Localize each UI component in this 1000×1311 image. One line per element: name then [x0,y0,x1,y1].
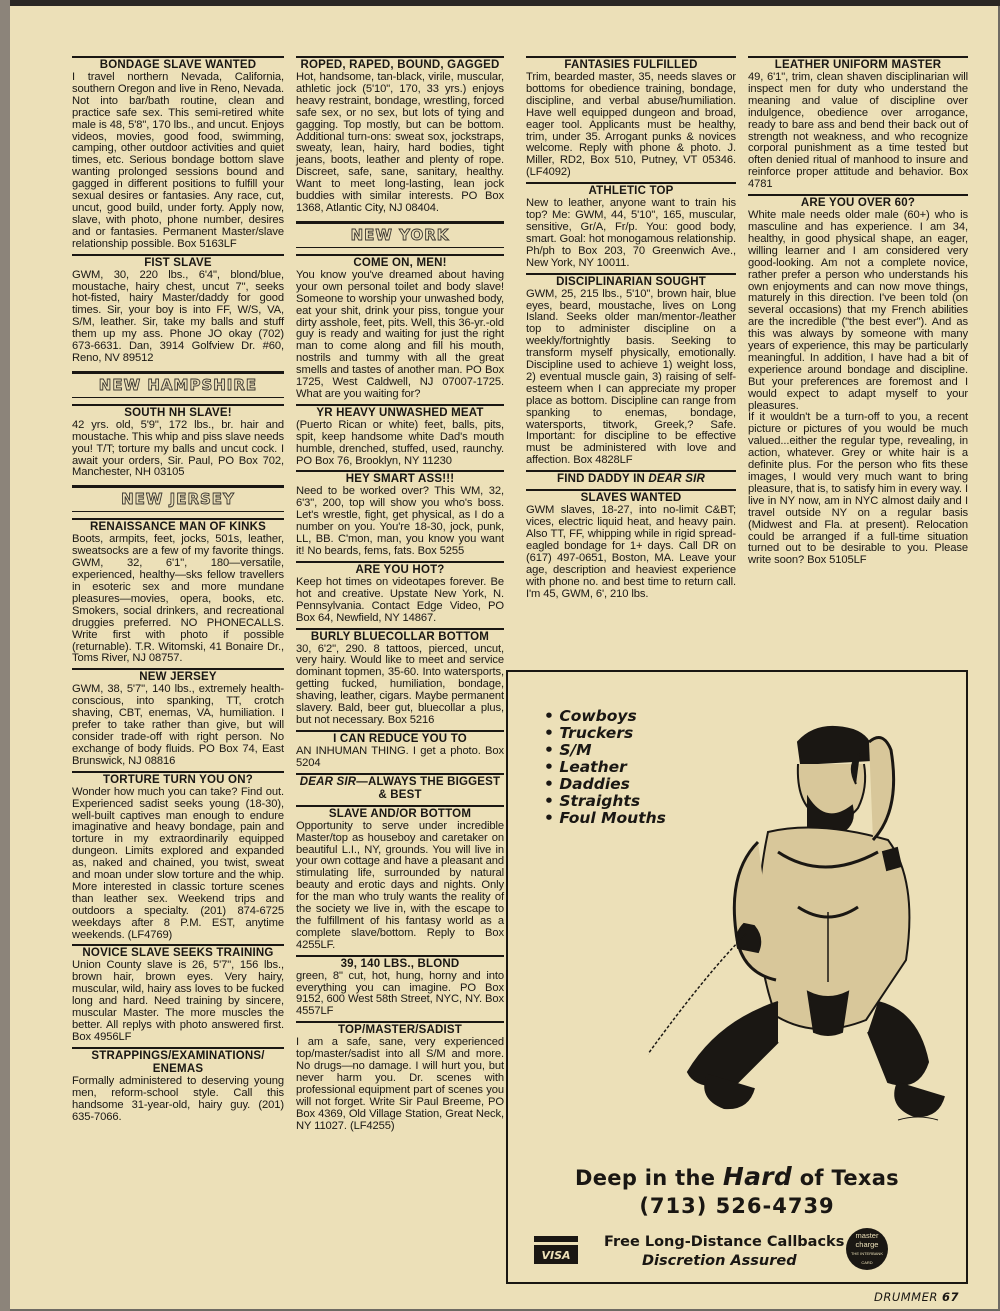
classified-ad [72,404,284,480]
ad-divider [526,182,736,184]
ad-body: green, 8" cut, hot, hung, horny and into everything you can imagine. PO Box 9152, 600 West 58th Street, NYC, NY. Box 4557LF [296,969,504,1018]
classified-ad [72,56,284,251]
promo-list-item: • Cowboys [544,708,666,725]
ad-divider [72,1047,284,1049]
ad-divider [296,773,504,775]
leatherman-illustration-image [648,702,968,1132]
ad-body: GWM, 30, 220 lbs., 6'4", blond/blue, moustache, hairy chest, uncut 7", seeks hot-fisted, hairy Master/daddy for good times. Sir, your boy is into FF, W/S, VA, S/M, leather. Sir, take my balls and stuff them up my ass. Phone JO okay (702) 673-6631. Dan, 3914 Golfview Dr. #60, Reno, NV 89512 [72,268,284,364]
classified-ad [72,254,284,365]
promo-headline: Deep in the Hard of Texas [575,1162,899,1191]
classified-ad [72,944,284,1043]
ad-divider [296,628,504,630]
ad-divider [526,56,736,58]
promo-list-item: • Leather [544,759,666,776]
ad-title: 39, 140 LBS., BLOND [340,957,460,970]
ad-divider [72,254,284,256]
ad-body: AN INHUMAN THING. I get a photo. Box 5204 [296,744,504,769]
ad-body: I am a safe, sane, very experienced top/master/sadist into all S/M and more. No drugs—no damage. I will hurt you, but never harm you. Dr. scenes with professional equipment part of scenes you will not forget. Write Sir Paul Breeme, PO Box 4369, Old Village Station, Great Neck, NY 11027. (LF4255) [296,1036,504,1132]
state-heading-text: NEW HAMPSHIRE [98,375,258,394]
state-heading-text: NEW YORK [350,225,450,244]
ad-body: I travel northern Nevada, California, southern Oregon and live in Reno, Nevada. Not into bar/bath routine, clean and practice safe sex. This semi-retired white male is 48, 5'8", 170 lbs., and uncut. Enjoys videos, movies, good food, swimming, camping, other outdoor activities and quiet times, etc. Serious bondage bottom slave wanting prolonged sessions bound and gagged in different positions to fulfill your sexual desires or fantasies. Any race, cut, uncut, good build, under forty. Apply now, slave, with photo, phone number, desires and or fantasies. Permanent Master/slave relationship possible. Box 5163LF [72,71,284,250]
column-1 [72,54,284,1126]
ad-title: I CAN REDUCE YOU TO [333,732,467,745]
ad-title: SOUTH NH SLAVE! [124,406,232,419]
ad-divider [72,404,284,406]
ad-title: STRAPPINGS/EXAMINATIONS/ ENEMAS [91,1049,265,1075]
ad-body: Boots, armpits, feet, jocks, 501s, leather, sweatsocks are a few of my favorite things. GWM, 32, 6'1", 180—versatile, experienced, healthy—sks fellow travellers in esoteric sex and more mundane pleasures—movies, opera, books, etc. Smokers, social drinkers, and recreational druggies preferred. NO PHONECALLS. Write first with photo if possible (returnable). T.R. Witomski, 41 Bonaire Dr., Toms River, NJ 08757. [72,533,284,665]
ad-divider [748,194,968,196]
ad-title: FANTASIES FULFILLED [564,59,698,71]
ad-divider [526,470,736,472]
classified-ad [72,1047,284,1124]
classified-ad [526,56,736,179]
promo-list-item: • Foul Mouths [544,810,666,827]
classified-ad [296,56,504,215]
ad-title: COME ON, MEN! [353,256,447,269]
promo-list-item: • Daddies [544,776,666,793]
ad-body: 30, 6'2", 290. 8 tattoos, pierced, uncut, very hairy. Would like to meet and service dominant topmen, 35-60. Into watersports, getting fucked, humiliation, bondage, shaving, leather, cigars. Maybe permanent slavery. Bald, beer gut, bluecollar a plus, but not necessary. Box 5216 [296,642,504,726]
classified-ad [72,518,284,665]
ad-divider [296,470,504,472]
ad-title: TOP/MASTER/SADIST [338,1024,462,1037]
promo-list-item: • S/M [544,742,666,759]
ad-title: HEY SMART ASS!!! [345,473,455,486]
visa-logo: VISA [534,1236,578,1264]
ad-divider [296,254,504,256]
state-heading-text: NEW JERSEY [121,490,235,509]
ad-body: Wonder how much you can take? Find out. Experienced sadist seeks young (18-30), well-built captives man enough to endure imaginative and heavy bondage, pain and torture in my extraordinarily equipped dungeon. Limits explored and expanded as, naked and chained, you twist, sweat and moan under slow torture and the whip. More interested in classic torture scenes than leather sex. Weekend trips and outdoors a specialty. (201) 874-6725 weekdays after 8 P.M. EST, anytime weekends. (LF4769) [72,785,284,941]
magazine-page [10,6,998,1309]
ad-title: SLAVE AND/OR BOTTOM [328,807,472,820]
classified-ad [296,1021,504,1132]
classified-ad [296,561,504,625]
ad-divider [296,404,504,406]
ad-title: NEW JERSEY [139,671,217,684]
state-heading [72,371,284,398]
left-edge [0,0,10,1311]
ad-divider [72,944,284,946]
ad-divider [296,955,504,957]
ad-title: ROPED, RAPED, BOUND, GAGGED [300,59,500,71]
ad-divider [296,730,504,732]
classified-ad [296,955,504,1019]
classified-ad [72,668,284,767]
ad-title: SLAVES WANTED [580,492,682,505]
ad-title: LEATHER UNIFORM MASTER [774,59,942,71]
ad-divider [72,56,284,58]
classified-ad [72,771,284,942]
column-4 [748,54,968,570]
classified-ad [748,194,968,567]
ad-body: (Puerto Rican or white) feet, balls, pits, spit, keep handsome white Dad's mouth humble, drenched, stuffed, used, raunchy. PO Box 76, Brooklyn, NY 11230 [296,418,504,467]
promo-free-callbacks: Free Long-Distance Callbacks [604,1234,845,1250]
ad-body-continued: If it wouldn't be a turn-off to you, a recent picture or pictures of you would be much valued...either the regular type, revealing, in action, whatever. Grey or white hair is a definite plus. For the person who fits these images, I would very much want to bring pleasure, that is, to satisfy him in every way. I live in NY now, am in NYC almost daily and I travel outside NY on a regular basis (Midwest and Fla. at present). Relocation could be arranged if a full-time situation turned out to be desirable to you. Please write soon? Box 5105LF [748,411,968,567]
column-2 [296,54,504,1136]
classified-ad [296,254,504,401]
classified-ad [296,773,504,802]
promo-list-item: • Truckers [544,725,666,742]
ad-divider [296,805,504,807]
ad-divider [526,273,736,275]
ad-title: TORTURE TURN YOU ON? [103,773,253,786]
ad-title: DISCIPLINARIAN SOUGHT [556,275,706,288]
ad-body: 49, 6'1", trim, clean shaven disciplinarian will inspect men for duty who understand the meaning and value of discipline over indulgence, obedience over arrogance, ready to bare ass and bend their back out of strength not weakness, and who recognize corporal punishment as a time tested but often denied ritual of manhood to insure and reinforce proper attitude and behavior. Box 4781 [748,71,968,191]
ad-divider [748,56,968,58]
classified-ad [296,805,504,952]
classified-ad [748,56,968,191]
column-3 [526,54,736,603]
ad-divider [296,1021,504,1023]
ad-divider [72,771,284,773]
classified-ad [296,404,504,468]
ad-body: Trim, bearded master, 35, needs slaves or bottoms for obedience training, bondage, discipline, and verbal abuse/humiliation. Have well equipped dungeon and broad, eager tool. Applicants must be healthy, trim, under 35. Arrogant punks & novices welcome. Reply with phone & photo. J. Miller, RD2, Box 510, Putney, VT 05346. (LF4092) [526,71,736,179]
ad-body: GWM, 25, 215 lbs., 5'10", brown hair, blue eyes, beard, moustache, lives on Long Island. Seeks older man/mentor-/leather top to administer discipline on a weekly/fortnightly basis. Seeking to transform myself physically, emotionally. Discipline used to achieve 1) weight loss, 2) eventual muscle gain, 3) raising of self-esteem when I can appreciate my proper place as bottom. Discipline can range from spanking to enemas, bondage, watersports, titwork, Greek,? Safe. Important: for discipline to be effective must be administered with love and affection. Box 4828LF [526,287,736,467]
ad-divider [296,56,504,58]
ad-body: 42 yrs. old, 5'9", 172 lbs., br. hair and moustache. This whip and piss slave needs you! T/T; torture my balls and uncut cock. I await your orders, Sir. Paul, PO Box 702, Manchester, NH 03105 [72,418,284,479]
ad-title: FIND DADDY IN DEAR SIR [557,473,705,486]
ad-body: GWM slaves, 18-27, into no-limit C&BT; vices, electric liquid heat, and heavy pain. Also TT, FF, whipping while in rigid spread-eagled bondage for 1+ days. Call DR on (617) 497-0651, Boston, MA. Leave your age, description and heaviest experience with phone no. and best time to return call. I'm 45, GWM, 6', 210 lbs. [526,504,736,600]
ad-divider [72,668,284,670]
ad-title: NOVICE SLAVE SEEKS TRAINING [82,947,274,960]
page-footer [874,1290,959,1304]
ad-divider [526,489,736,491]
classified-ad [526,470,736,486]
ad-title: YR HEAVY UNWASHED MEAT [316,406,484,419]
classified-ad [526,489,736,600]
ad-title: ARE YOU HOT? [355,563,445,576]
master-charge-logo: master charge THE INTERBANK CARD [846,1228,888,1270]
classified-ad [296,628,504,727]
state-heading [72,485,284,512]
ad-title: FIST SLAVE [144,256,212,269]
ad-divider [296,561,504,563]
ad-body: You know you've dreamed about having your own personal toilet and body slave! Someone to worship your unwashed body, eat your shit, drink your piss, tongue your dirty asshole, feet, pits. Well, this 36-yr.-old guy is ready and waiting for just the right man to come along and fill his mouth, nostrils and tummy with all the great smells and tastes of another man. PO Box 1725, West Caldwell, NJ 07007-1725. What are you waiting for? [296,268,504,400]
state-heading [296,221,504,248]
ad-body: Formally administered to deserving young men, reform-school style. Call this handsome 31-year-old, hairy guy. (201) 635-7066. [72,1074,284,1123]
ad-body: White male needs older male (60+) who is masculine and has experience. I am 34, healthy, in good physical shape, an eager, willing learner and I am considered very good-looking. Am not a complete novice, rather prefer a person who understands his own enjoyments and can now move things, maturely in this direction. I've been told (on several occasions) that my French abilities are the incredible ("the best ever"). And as this was always by someone with many years of experience, this may be particularly meaningful. In addition, I have had a bit of experience around bondage and discipline. But your preferences are foremost and I would expect to adapt myself to your pleasures. [748,209,968,412]
ad-title: BURLY BLUECOLLAR BOTTOM [310,630,490,643]
ad-body: Hot, handsome, tan-black, virile, muscular, athletic jock (5'10", 170, 33 yrs.) enjoys heavy restraint, bondage, wrestling, forced safe sex, or no sex, but lots of tying and gagging. Top mostly, but can be bottom. Additional turn-ons: sweat sox, jockstraps, sweaty, lean, hairy, hard bodies, tight jeans, boots, leather and plenty of rope. Discreet, safe, sane, sanitary, healthy. Want to meet long-lasting, lean jock buddies with similar interests. PO Box 1368, Atlantic City, NJ 08404. [296,71,504,214]
ad-title: RENAISSANCE MAN OF KINKS [89,521,267,534]
ad-body: Union County slave is 26, 5'7", 156 lbs., brown hair, brown eyes. Very hairy, muscular, wild, hairy ass loves to be fucked long and hard. Need training by sincere, muscular Master. The more muscles the better. All replys with photo answered first. Box 4956LF [72,959,284,1043]
ad-title: DEAR SIR—ALWAYS THE BIGGEST & BEST [299,775,501,801]
phone-line-advertisement [506,670,968,1284]
classified-ad [296,730,504,770]
classified-ad [526,182,736,269]
classified-ad [526,273,736,468]
promo-discretion: Discretion Assured [642,1253,797,1269]
ad-body: Need to be worked over? This WM, 32, 6'3", 200, top will show you who's boss. Let's wrestle, fight, get physical, as I do a number on you. You're 18-30, jock, punk, LL, BB. C'mon, man, you know you want it! No beards, fems, fats. Box 5255 [296,485,504,557]
promo-phone-number: (713) 526-4739 [639,1194,835,1218]
ad-body: Opportunity to serve under incredible Master/top as houseboy and caretaker on beautiful L.I., NY, grounds. You will live in your own cottage and have a pleasant and stimulating life, surrounded by natural beauty and erotic days and nights. Only for the man who truly wants the reality of the society we live in, with the escape to the fulfillment of his fantasy world as a complete slave/bottom. Reply to Box 4255LF. [296,819,504,951]
ad-title: ATHLETIC TOP [588,185,674,198]
ad-title: BONDAGE SLAVE WANTED [99,59,257,71]
ad-title: ARE YOU OVER 60? [800,197,916,210]
ad-body: GWM, 38, 5'7", 140 lbs., extremely health-conscious, into spanking, TT, crotch shaving, CBT, enemas, VA, humiliation. I prefer to take rather than give, but will consider trade-off with right person. No exchange of body fluids. PO Box 74, East Brunswick, NJ 08816 [72,683,284,767]
ad-divider [72,518,284,520]
classified-ad [296,470,504,557]
ad-body: Keep hot times on videotapes forever. Be hot and creative. Upstate New York, N. Pennsylvania. Contact Edge Video, PO Box 64, Newfield, NY 14867. [296,575,504,624]
ad-body: New to leather, anyone want to train his top? Me: GWM, 44, 5'10", 165, muscular, sensitive, Gr/A, Fr/p. You: good body, smart. Goal: hot monogamous relationship. Ph/ph to Box 203, 70 Greenwich Ave., New York, NY 10011. [526,197,736,269]
page-number: 67 [942,1290,960,1304]
magazine-name: DRUMMER [874,1290,938,1304]
promo-list-item: • Straights [544,793,666,810]
